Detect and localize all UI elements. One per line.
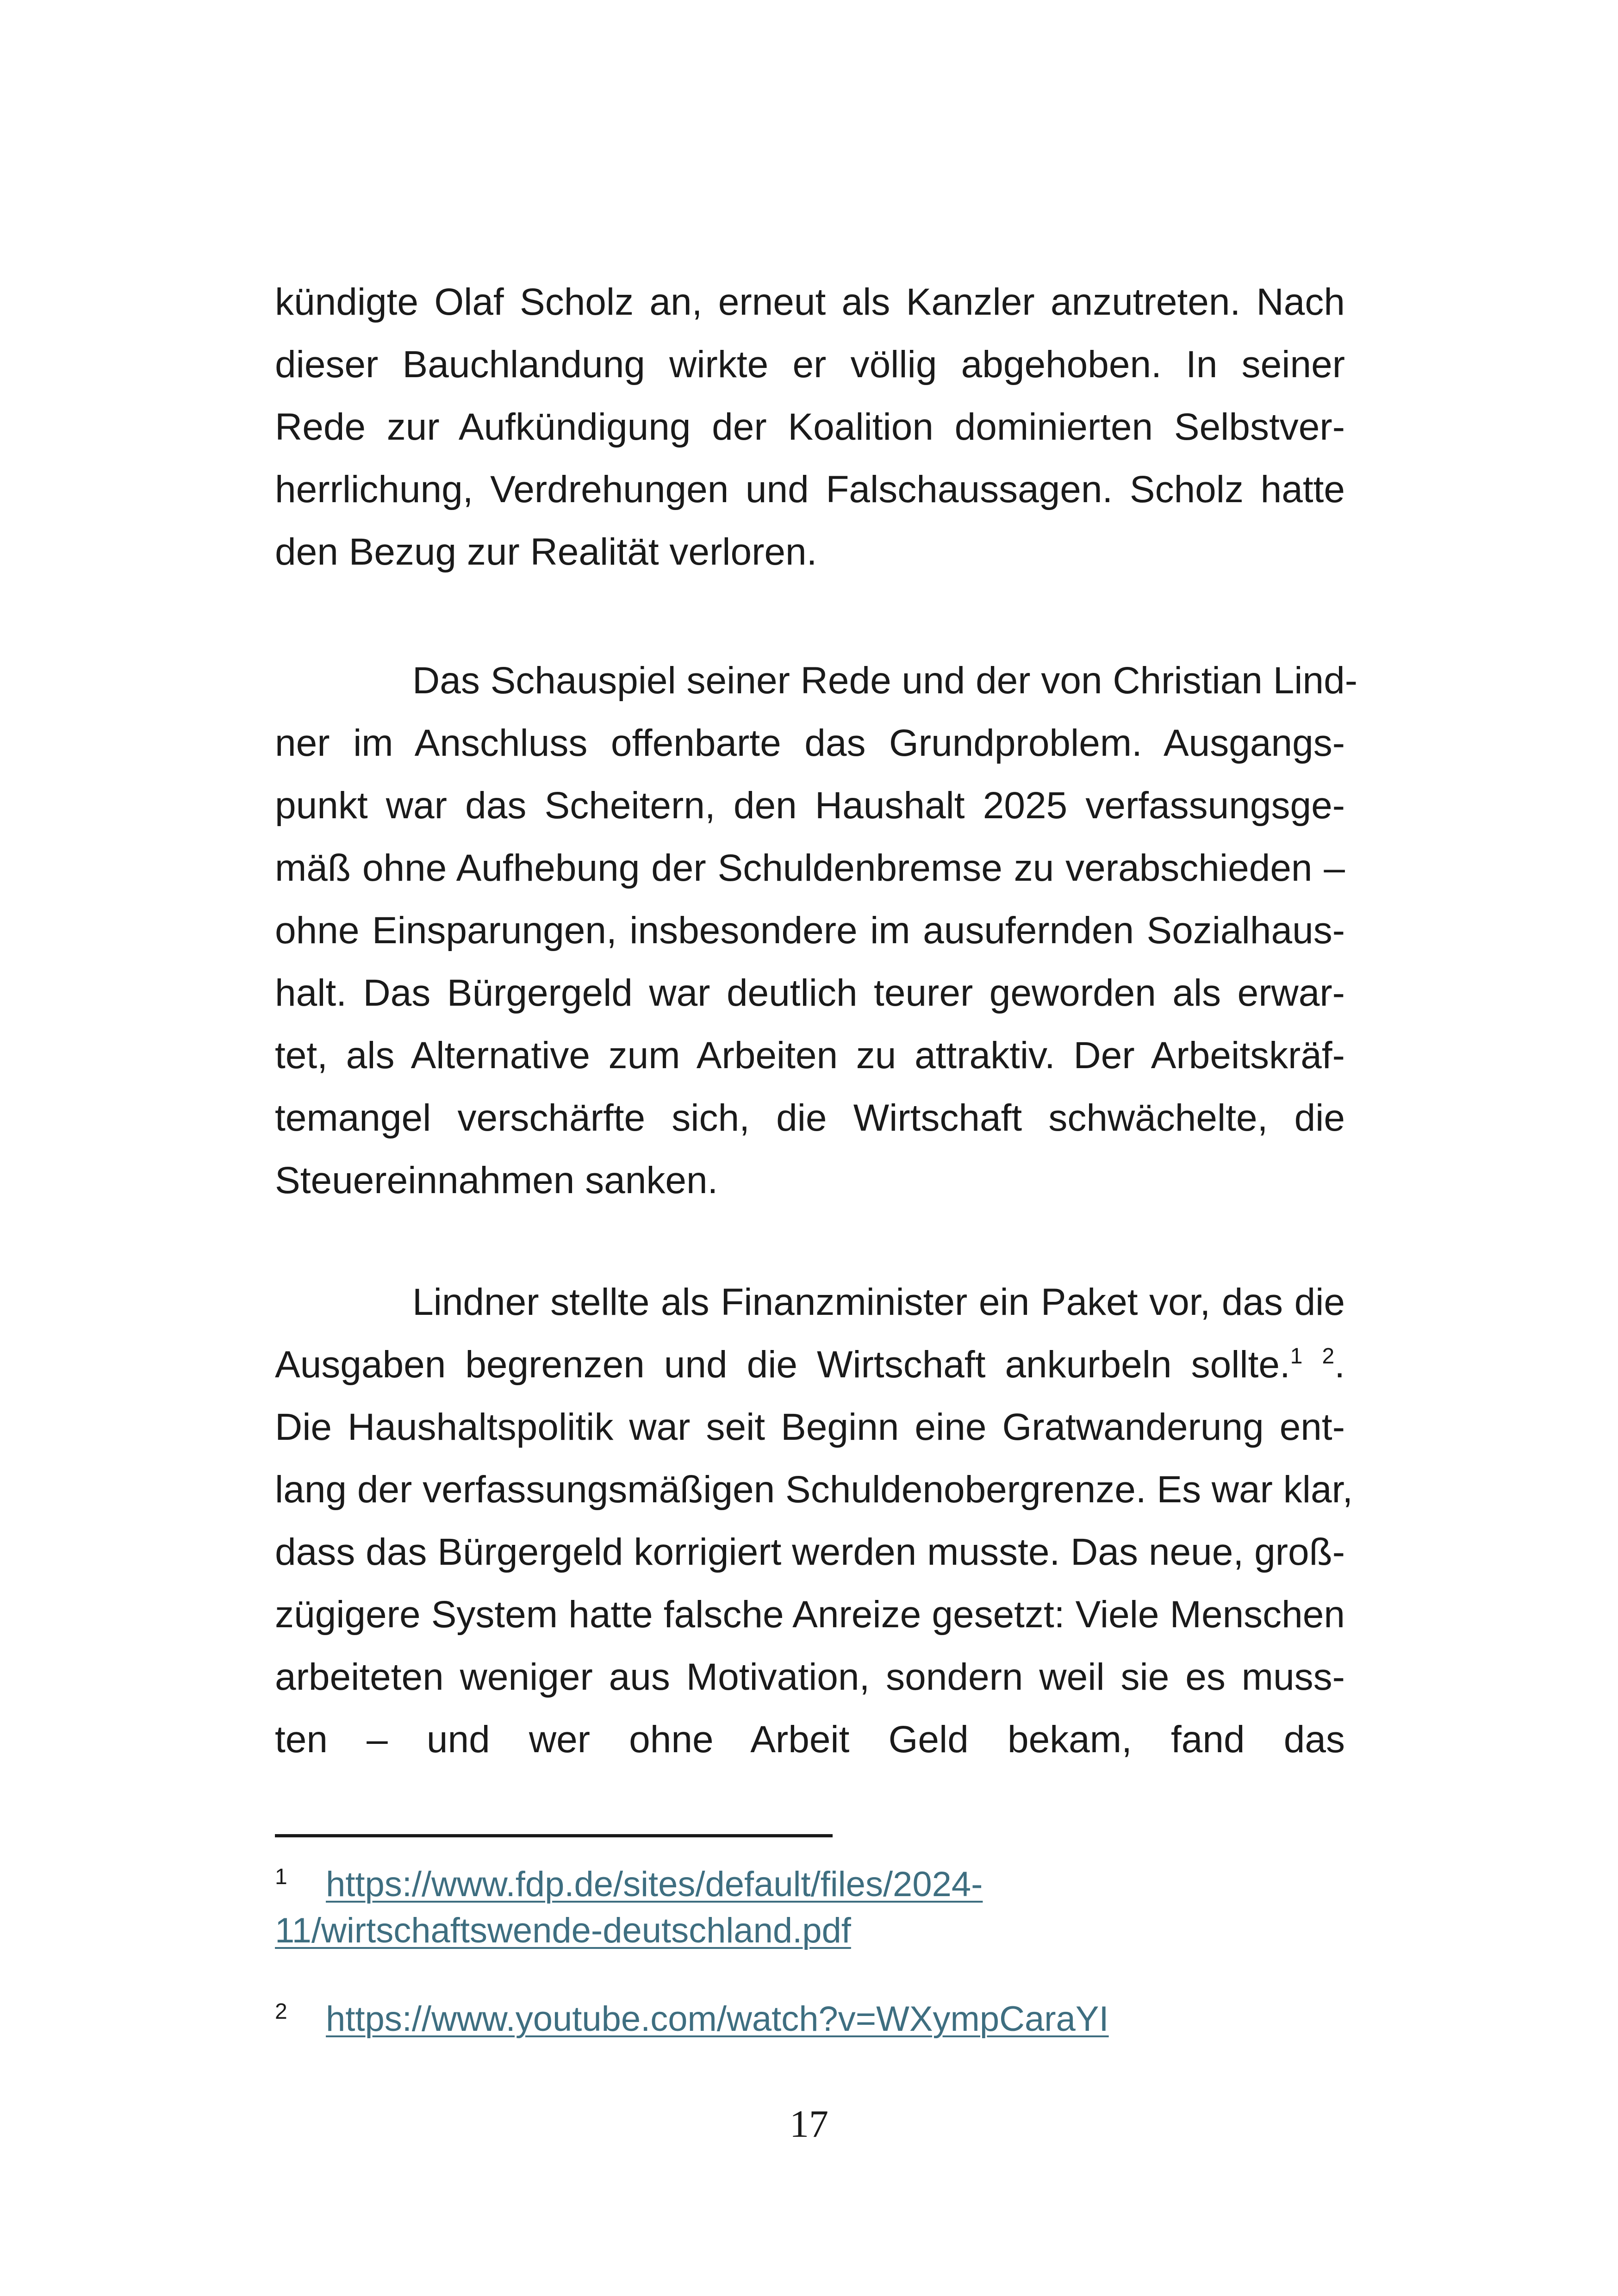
paragraph-3 [275,1271,1353,1771]
paragraph-2 [275,649,1358,1212]
text-line: Das Schauspiel seiner Rede und der von Christian Lind- [412,660,1358,702]
footnote-ref-punctuation: . [1334,1344,1345,1386]
footnote-separator [275,1834,833,1837]
text-line-with-footnotes [275,1333,1345,1396]
text-line: lang der verfassungsmäßigen Schuldenobergrenze. Es war klar, [275,1468,1353,1511]
text-line: kündigte Olaf Scholz an, erneut als Kanzler anzutreten. Nach [275,281,1345,323]
footnote-link-1-continued[interactable]: 11/wirtschaftswende-deutschland.pdf [275,1911,851,1950]
paragraph-1 [275,271,1345,583]
text-line: mäß ohne Aufhebung der Schuldenbremse zu verabschieden – [275,847,1345,889]
text-line: Ausgaben begrenzen und die Wirtschaft ankurbeln sollte. [275,1344,1290,1386]
page-number: 17 [790,2103,828,2146]
footnote-ref-1[interactable]: 1 [1290,1344,1303,1369]
text-line: Die Haushaltspolitik war seit Beginn eine Gratwanderung ent- [275,1406,1345,1448]
text-line: temangel verschärfte sich, die Wirtschaft schwächelte, die [275,1097,1345,1139]
text-line: ohne Einsparungen, insbesondere im ausufernden Sozialhaus- [275,909,1345,952]
text-line: Rede zur Aufkündigung der Koalition dominierten Selbstver- [275,406,1345,448]
text-line: Lindner stellte als Finanzminister ein Paket vor, das die [412,1281,1345,1323]
text-line: den Bezug zur Realität verloren. [275,531,817,573]
text-line: dass das Bürgergeld korrigiert werden musste. Das neue, groß- [275,1531,1345,1573]
footnote-2: 2 https://www.youtube.com/watch?v=WXympCaraYI [275,1999,1109,2039]
footnote-1: 1 https://www.fdp.de/sites/default/files/2024- 11/wirtschaftswende-deutschland.pdf [275,1865,983,1950]
text-line: arbeiteten weniger aus Motivation, sondern weil sie es muss- [275,1656,1345,1698]
text-line: punkt war das Scheitern, den Haushalt 2025 verfassungsge- [275,784,1345,827]
text-line: dieser Bauchlandung wirkte er völlig abgehoben. In seiner [275,343,1345,386]
footnote-link-2[interactable]: https://www.youtube.com/watch?v=WXympCaraYI [326,1999,1109,2039]
text-line: zügigere System hatte falsche Anreize gesetzt: Viele Menschen [275,1593,1345,1636]
text-line: ten – und wer ohne Arbeit Geld bekam, fand das [275,1718,1345,1761]
text-line: herrlichung, Verdrehungen und Falschaussagen. Scholz hatte [275,468,1345,510]
text-line: ner im Anschluss offenbarte das Grundproblem. Ausgangs- [275,722,1345,764]
footnote-ref-2[interactable]: 2 [1322,1344,1335,1369]
text-line: tet, als Alternative zum Arbeiten zu attraktiv. Der Arbeitskräf- [275,1034,1345,1076]
text-line: Steuereinnahmen sanken. [275,1159,718,1201]
footnote-link-1[interactable]: https://www.fdp.de/sites/default/files/2024- [326,1865,983,1904]
text-line: halt. Das Bürgergeld war deutlich teurer geworden als erwar- [275,972,1345,1014]
